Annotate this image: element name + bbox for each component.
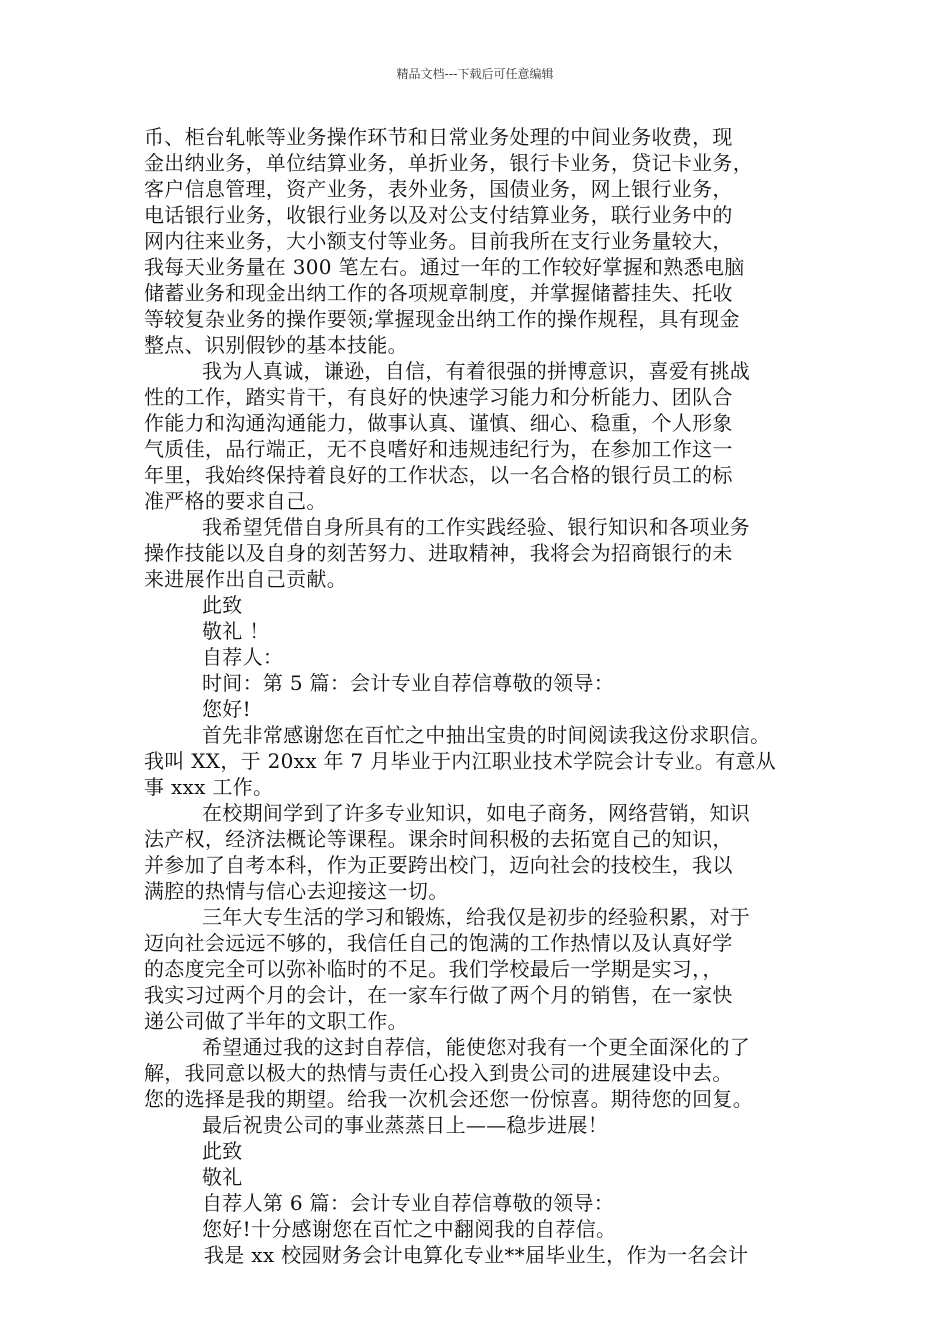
text-line: 客户信息管理，资产业务，表外业务，国债业务，网上银行业务，	[144, 177, 733, 201]
page-header: 精品文档---下载后可任意编辑	[396, 67, 554, 81]
paragraph-start: 我希望凭借自身所具有的工作实践经验、银行知识和各项业务	[202, 515, 751, 539]
text-line: 并参加了自考本科，作为正要跨出校门，迈向社会的技校生，我以	[144, 853, 733, 877]
paragraph-start: 三年大专生活的学习和锻炼，给我仅是初步的经验积累，对于	[202, 905, 751, 929]
paragraph-start: 在校期间学到了许多专业知识，如电子商务，网络营销，知识	[202, 801, 751, 825]
text-line: 年里，我始终保持着良好的工作状态，以一名合格的银行员工的标	[144, 463, 733, 487]
text-line: 递公司做了半年的文职工作。	[144, 1009, 408, 1033]
text-line: 法产权，经济法概论等课程。课余时间积极的去拓宽自己的知识，	[144, 827, 733, 851]
text-line: 您的选择是我的期望。给我一次机会还您一份惊喜。期待您的回复。	[144, 1087, 753, 1111]
greeting-line: 您好!十分感谢您在百忙之中翻阅我的自荐信。	[202, 1217, 617, 1241]
text-line: 我实习过两个月的会计，在一家车行做了两个月的销售，在一家快	[144, 983, 733, 1007]
closing-line: 此致	[202, 593, 243, 617]
text-line: 电话银行业务，收银行业务以及对公支付结算业务，联行业务中的	[144, 203, 733, 227]
paragraph-start: 首先非常感谢您在百忙之中抽出宝贵的时间阅读我这份求职信。	[202, 723, 771, 747]
text-line: 储蓄业务和现金出纳工作的各项规章制度，并掌握储蓄挂失、托收	[144, 281, 733, 305]
document-body	[144, 124, 828, 1268]
closing-line: 敬礼	[202, 1165, 243, 1189]
text-line: 我叫 XX，于 20xx 年 7 月毕业于内江职业技术学院会计专业。有意从	[144, 749, 777, 773]
text-line: 等较复杂业务的操作要领;掌握现金出纳工作的操作规程，具有现金	[144, 307, 740, 331]
paragraph-start: 我为人真诚，谦逊，自信，有着很强的拼博意识，喜爱有挑战	[202, 359, 751, 383]
text-line: 整点、识别假钞的基本技能。	[144, 333, 408, 357]
text-line: 迈向社会远远不够的，我信任自己的饱满的工作热情以及认真好学	[144, 931, 733, 955]
text-line: 性的工作，踏实肯干，有良好的快速学习能力和分析能力、团队合	[144, 385, 733, 409]
text-line: 气质佳，品行端正，无不良嗜好和违规违纪行为，在参加工作这一	[144, 437, 733, 461]
text-line: 币、柜台轧帐等业务操作环节和日常业务处理的中间业务收费，现	[144, 125, 733, 149]
text-line: 我每天业务量在 300 笔左右。通过一年的工作较好掌握和熟悉电脑	[144, 255, 745, 279]
text-line: 作能力和沟通沟通能力，做事认真、谨慎、细心、稳重，个人形象	[144, 411, 733, 435]
text-line: 操作技能以及自身的刻苦努力、进取精神，我将会为招商银行的未	[144, 541, 733, 565]
text-line: 满腔的热情与信心去迎接这一切。	[144, 879, 449, 903]
greeting-line: 您好!	[202, 697, 251, 721]
text-line: 准严格的要求自己。	[144, 489, 327, 513]
section-heading: 时间：第 5 篇：会计专业自荐信尊敬的领导：	[202, 671, 615, 695]
text-line: 网内往来业务，大小额支付等业务。目前我所在支行业务量较大，	[144, 229, 733, 253]
text-line: 事 xxx 工作。	[144, 775, 274, 799]
text-line: 解，我同意以极大的热情与责任心投入到贵公司的进展建设中去。	[144, 1061, 733, 1085]
paragraph-start: 希望通过我的这封自荐信，能使您对我有一个更全面深化的了	[202, 1035, 751, 1059]
closing-line: 敬礼 ！	[202, 619, 270, 643]
text-line: 来进展作出自己贡献。	[144, 567, 347, 591]
closing-line: 此致	[202, 1139, 243, 1163]
section-heading: 自荐人第 6 篇：会计专业自荐信尊敬的领导：	[202, 1191, 615, 1215]
text-line: 的态度完全可以弥补临时的不足。我们学校最后一学期是实习，，	[144, 957, 723, 981]
closing-line: 最后祝贵公司的事业蒸蒸日上——稳步进展！	[202, 1113, 608, 1137]
text-line: 金出纳业务，单位结算业务，单折业务，银行卡业务，贷记卡业务，	[144, 151, 753, 175]
paragraph-start: 我是 xx 校园财务会计电算化专业**届毕业生，作为一名会计	[204, 1243, 749, 1267]
signature-line: 自荐人：	[202, 645, 284, 669]
